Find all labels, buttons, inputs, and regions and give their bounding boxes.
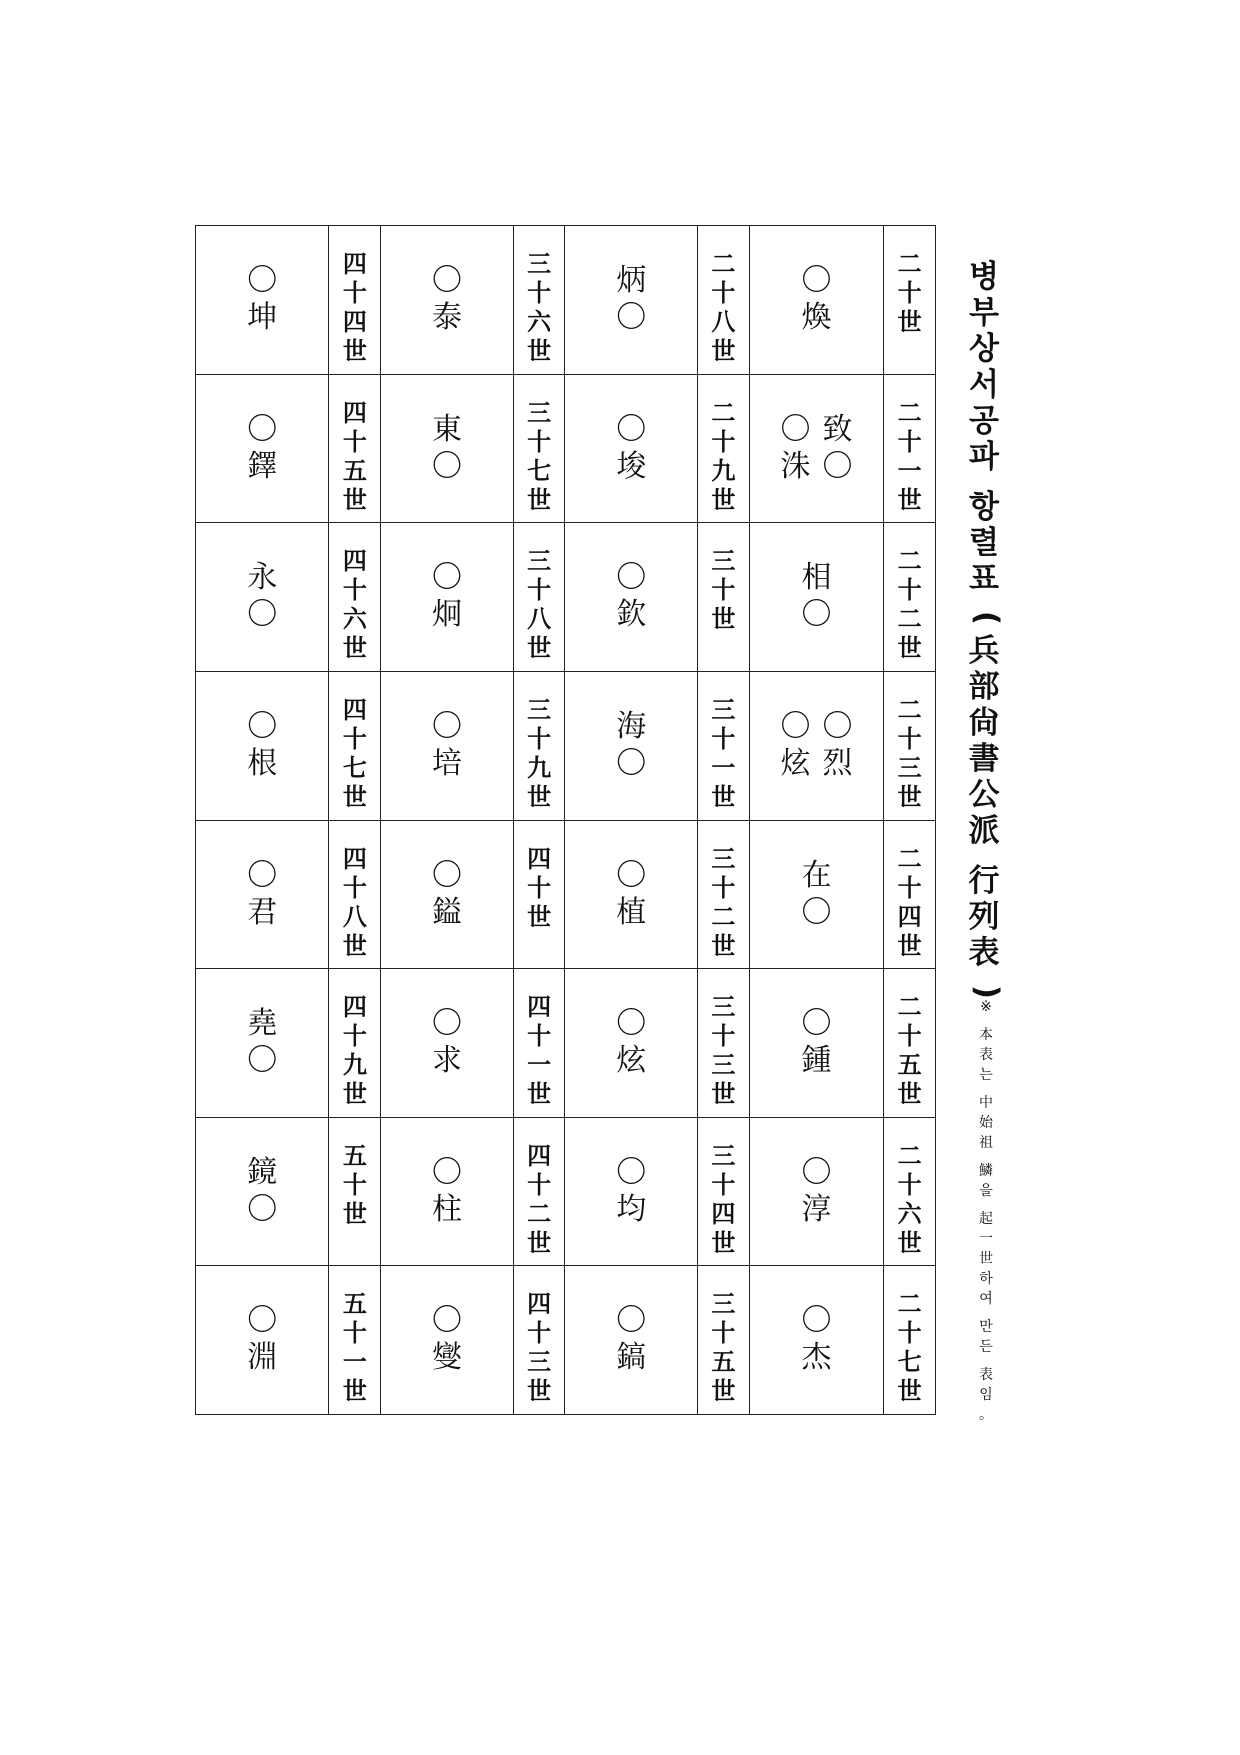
generation-name-cell <box>565 672 696 821</box>
generation-label: 二 十 七 世 <box>897 1290 922 1406</box>
generation-label-cell <box>884 672 935 821</box>
generation-name-cell <box>750 523 883 672</box>
generation-label: 二 十 九 世 <box>711 398 736 514</box>
generation-name-cell <box>750 1118 883 1267</box>
generation-name: 東 〇 <box>431 411 462 484</box>
generation-label-column <box>883 226 935 1414</box>
generation-name-cell <box>381 969 512 1118</box>
generation-label: 四 十 七 世 <box>342 695 367 811</box>
generation-name-cell <box>381 1266 512 1414</box>
generation-label-cell <box>514 1118 565 1267</box>
generation-label: 四 十 六 世 <box>342 547 367 663</box>
generation-label-cell <box>884 1118 935 1267</box>
generation-name-cell <box>381 226 512 375</box>
generation-label: 三 十 七 世 <box>527 398 552 514</box>
generation-label-cell <box>514 375 565 524</box>
generation-label-cell <box>884 375 935 524</box>
generation-label-cell <box>884 523 935 672</box>
generation-name-cell <box>565 523 696 672</box>
generation-label-cell <box>329 1118 380 1267</box>
generation-label-cell <box>514 821 565 970</box>
generation-label-cell <box>329 375 380 524</box>
generation-name-cell <box>381 821 512 970</box>
generation-label: 三 十 二 世 <box>711 844 736 960</box>
generation-name: 〇 君 <box>247 857 278 930</box>
generation-label-cell <box>698 821 749 970</box>
generation-label: 二 十 三 世 <box>897 695 922 811</box>
generation-name: 〇 杰 <box>801 1303 832 1376</box>
generation-name-column <box>749 226 883 1414</box>
generation-name-column <box>564 226 696 1414</box>
generation-name-cell <box>196 821 328 970</box>
generation-name-cell <box>565 1118 696 1267</box>
generation-name: 〇 鐸 <box>247 411 278 484</box>
generation-name-cell <box>750 821 883 970</box>
generation-name: 〇 坤 <box>247 263 278 335</box>
generation-label: 四 十 三 世 <box>527 1290 552 1406</box>
generation-name: 〇 均 <box>616 1154 647 1227</box>
generation-name-cell <box>750 672 883 821</box>
generation-name-column <box>196 226 328 1414</box>
generation-label: 五 十 一 世 <box>342 1290 367 1406</box>
generation-label: 三 十 九 世 <box>527 695 552 811</box>
generation-label: 四 十 二 世 <box>527 1141 552 1257</box>
generation-label: 二 十 一 世 <box>897 398 922 514</box>
generation-name-cell <box>750 375 883 524</box>
generation-name: 〇 泰 <box>431 263 462 335</box>
generation-name: 炳 〇 <box>616 263 647 335</box>
generation-name: 〇 鎰 <box>431 857 462 930</box>
generation-name: 〇 淵 <box>247 1303 278 1376</box>
generation-name-cell <box>565 1266 696 1414</box>
generation-name-cell <box>196 969 328 1118</box>
generation-name-table <box>195 225 936 1415</box>
generation-name: 〇 鍾 <box>801 1006 832 1079</box>
generation-name: 〇 淳 <box>801 1154 832 1227</box>
generation-label-cell <box>329 969 380 1118</box>
generation-label-cell <box>329 226 380 375</box>
generation-label: 二 十 世 <box>897 250 922 336</box>
generation-label-cell <box>329 1266 380 1414</box>
generation-name-cell <box>196 226 328 375</box>
generation-name-cell <box>381 375 512 524</box>
generation-name-cell <box>565 821 696 970</box>
generation-label-cell <box>514 226 565 375</box>
title-korean: 병 부 상 서 공 파 항 렬 표 <box>969 259 999 597</box>
generation-name-cell <box>750 1266 883 1414</box>
generation-name-column <box>380 226 512 1414</box>
generation-name: 〇 煥 <box>801 263 832 335</box>
generation-label-cell <box>514 672 565 821</box>
generation-name-cell <box>565 226 696 375</box>
title-hanja: 兵 部 尙 書 公 派 行 列 表 <box>968 633 1000 971</box>
generation-label: 四 十 世 <box>527 844 552 931</box>
generation-name: 〇 培 <box>431 708 462 781</box>
generation-name: 〇 柱 <box>431 1154 462 1227</box>
generation-label: 四 十 九 世 <box>342 993 367 1109</box>
generation-label: 三 十 四 世 <box>711 1141 736 1257</box>
generation-label: 二 十 二 世 <box>897 547 922 663</box>
generation-label-cell <box>514 523 565 672</box>
generation-name: 〇 埈 <box>616 411 647 484</box>
generation-name: 〇 欽 <box>616 560 647 633</box>
generation-label: 二 十 八 世 <box>711 250 736 365</box>
generation-label-column <box>328 226 380 1414</box>
generation-label: 三 十 五 世 <box>711 1290 736 1406</box>
generation-label-cell <box>329 821 380 970</box>
generation-name-cell <box>381 672 512 821</box>
generation-name-cell <box>196 1266 328 1414</box>
generation-name: 〇 植 <box>616 857 647 930</box>
generation-label: 四 十 八 世 <box>342 844 367 960</box>
footnote <box>975 1000 997 1428</box>
generation-name: 〇 鎬 <box>616 1303 647 1376</box>
generation-name-cell <box>381 523 512 672</box>
generation-label: 三 十 八 世 <box>527 547 552 663</box>
generation-label: 三 十 三 世 <box>711 993 736 1109</box>
generation-name-cell <box>565 375 696 524</box>
generation-name: 海 〇 <box>616 708 647 781</box>
generation-label-cell <box>329 672 380 821</box>
generation-name: 在 〇 <box>801 857 832 930</box>
generation-label-cell <box>884 1266 935 1414</box>
generation-name-cell <box>196 1118 328 1267</box>
generation-name-cell <box>750 226 883 375</box>
generation-label-cell <box>698 1118 749 1267</box>
generation-label: 四 十 一 世 <box>527 993 552 1109</box>
generation-label-column <box>513 226 565 1414</box>
generation-label: 三 十 六 世 <box>527 250 552 365</box>
generation-label: 二 十 六 世 <box>897 1141 922 1257</box>
generation-name-cell <box>196 672 328 821</box>
generation-label-cell <box>698 523 749 672</box>
generation-name: 鏡 〇 <box>247 1154 278 1227</box>
footnote-text: ※ 本 表 는 中 始 祖 鱗 을 起 一 世 하 여 만 든 表 임 。 <box>979 999 993 1423</box>
page-title <box>962 259 1006 1010</box>
generation-label-cell <box>514 969 565 1118</box>
generation-label-cell <box>698 226 749 375</box>
generation-name-cell <box>381 1118 512 1267</box>
generation-label-cell <box>329 523 380 672</box>
generation-label-cell <box>698 1266 749 1414</box>
generation-name: 堯 〇 <box>247 1006 278 1079</box>
generation-label-cell <box>698 375 749 524</box>
generation-name-cell <box>750 969 883 1118</box>
generation-name-cell <box>565 969 696 1118</box>
generation-name: 致 〇 〇 洙 <box>780 411 853 484</box>
generation-name: 〇 求 <box>431 1006 462 1079</box>
generation-name: 相 〇 <box>801 560 832 633</box>
generation-name-cell <box>196 375 328 524</box>
generation-name: 〇 炯 <box>431 560 462 633</box>
generation-label: 三 十 一 世 <box>711 695 736 811</box>
generation-label: 四 十 四 世 <box>342 250 367 365</box>
generation-label: 二 十 五 世 <box>897 993 922 1109</box>
generation-name: 永 〇 <box>247 560 278 633</box>
generation-label-cell <box>884 969 935 1118</box>
generation-label: 二 十 四 世 <box>897 844 922 960</box>
generation-label: 五 十 世 <box>342 1141 367 1228</box>
title-paren-close: ) <box>968 984 1005 1000</box>
generation-name: 〇 炫 <box>616 1006 647 1079</box>
generation-label: 四 十 五 世 <box>342 398 367 514</box>
generation-label-cell <box>884 821 935 970</box>
generation-label-cell <box>698 672 749 821</box>
generation-label-cell <box>514 1266 565 1414</box>
generation-label: 三 十 世 <box>711 547 736 634</box>
generation-name: 〇 烈 〇 炫 <box>780 708 853 781</box>
generation-label-cell <box>698 969 749 1118</box>
generation-label-cell <box>884 226 935 375</box>
generation-name: 〇 燮 <box>431 1303 462 1376</box>
generation-name: 〇 根 <box>247 708 278 781</box>
title-paren-open: ( <box>968 610 1005 626</box>
generation-label-column <box>697 226 749 1414</box>
generation-name-cell <box>196 523 328 672</box>
